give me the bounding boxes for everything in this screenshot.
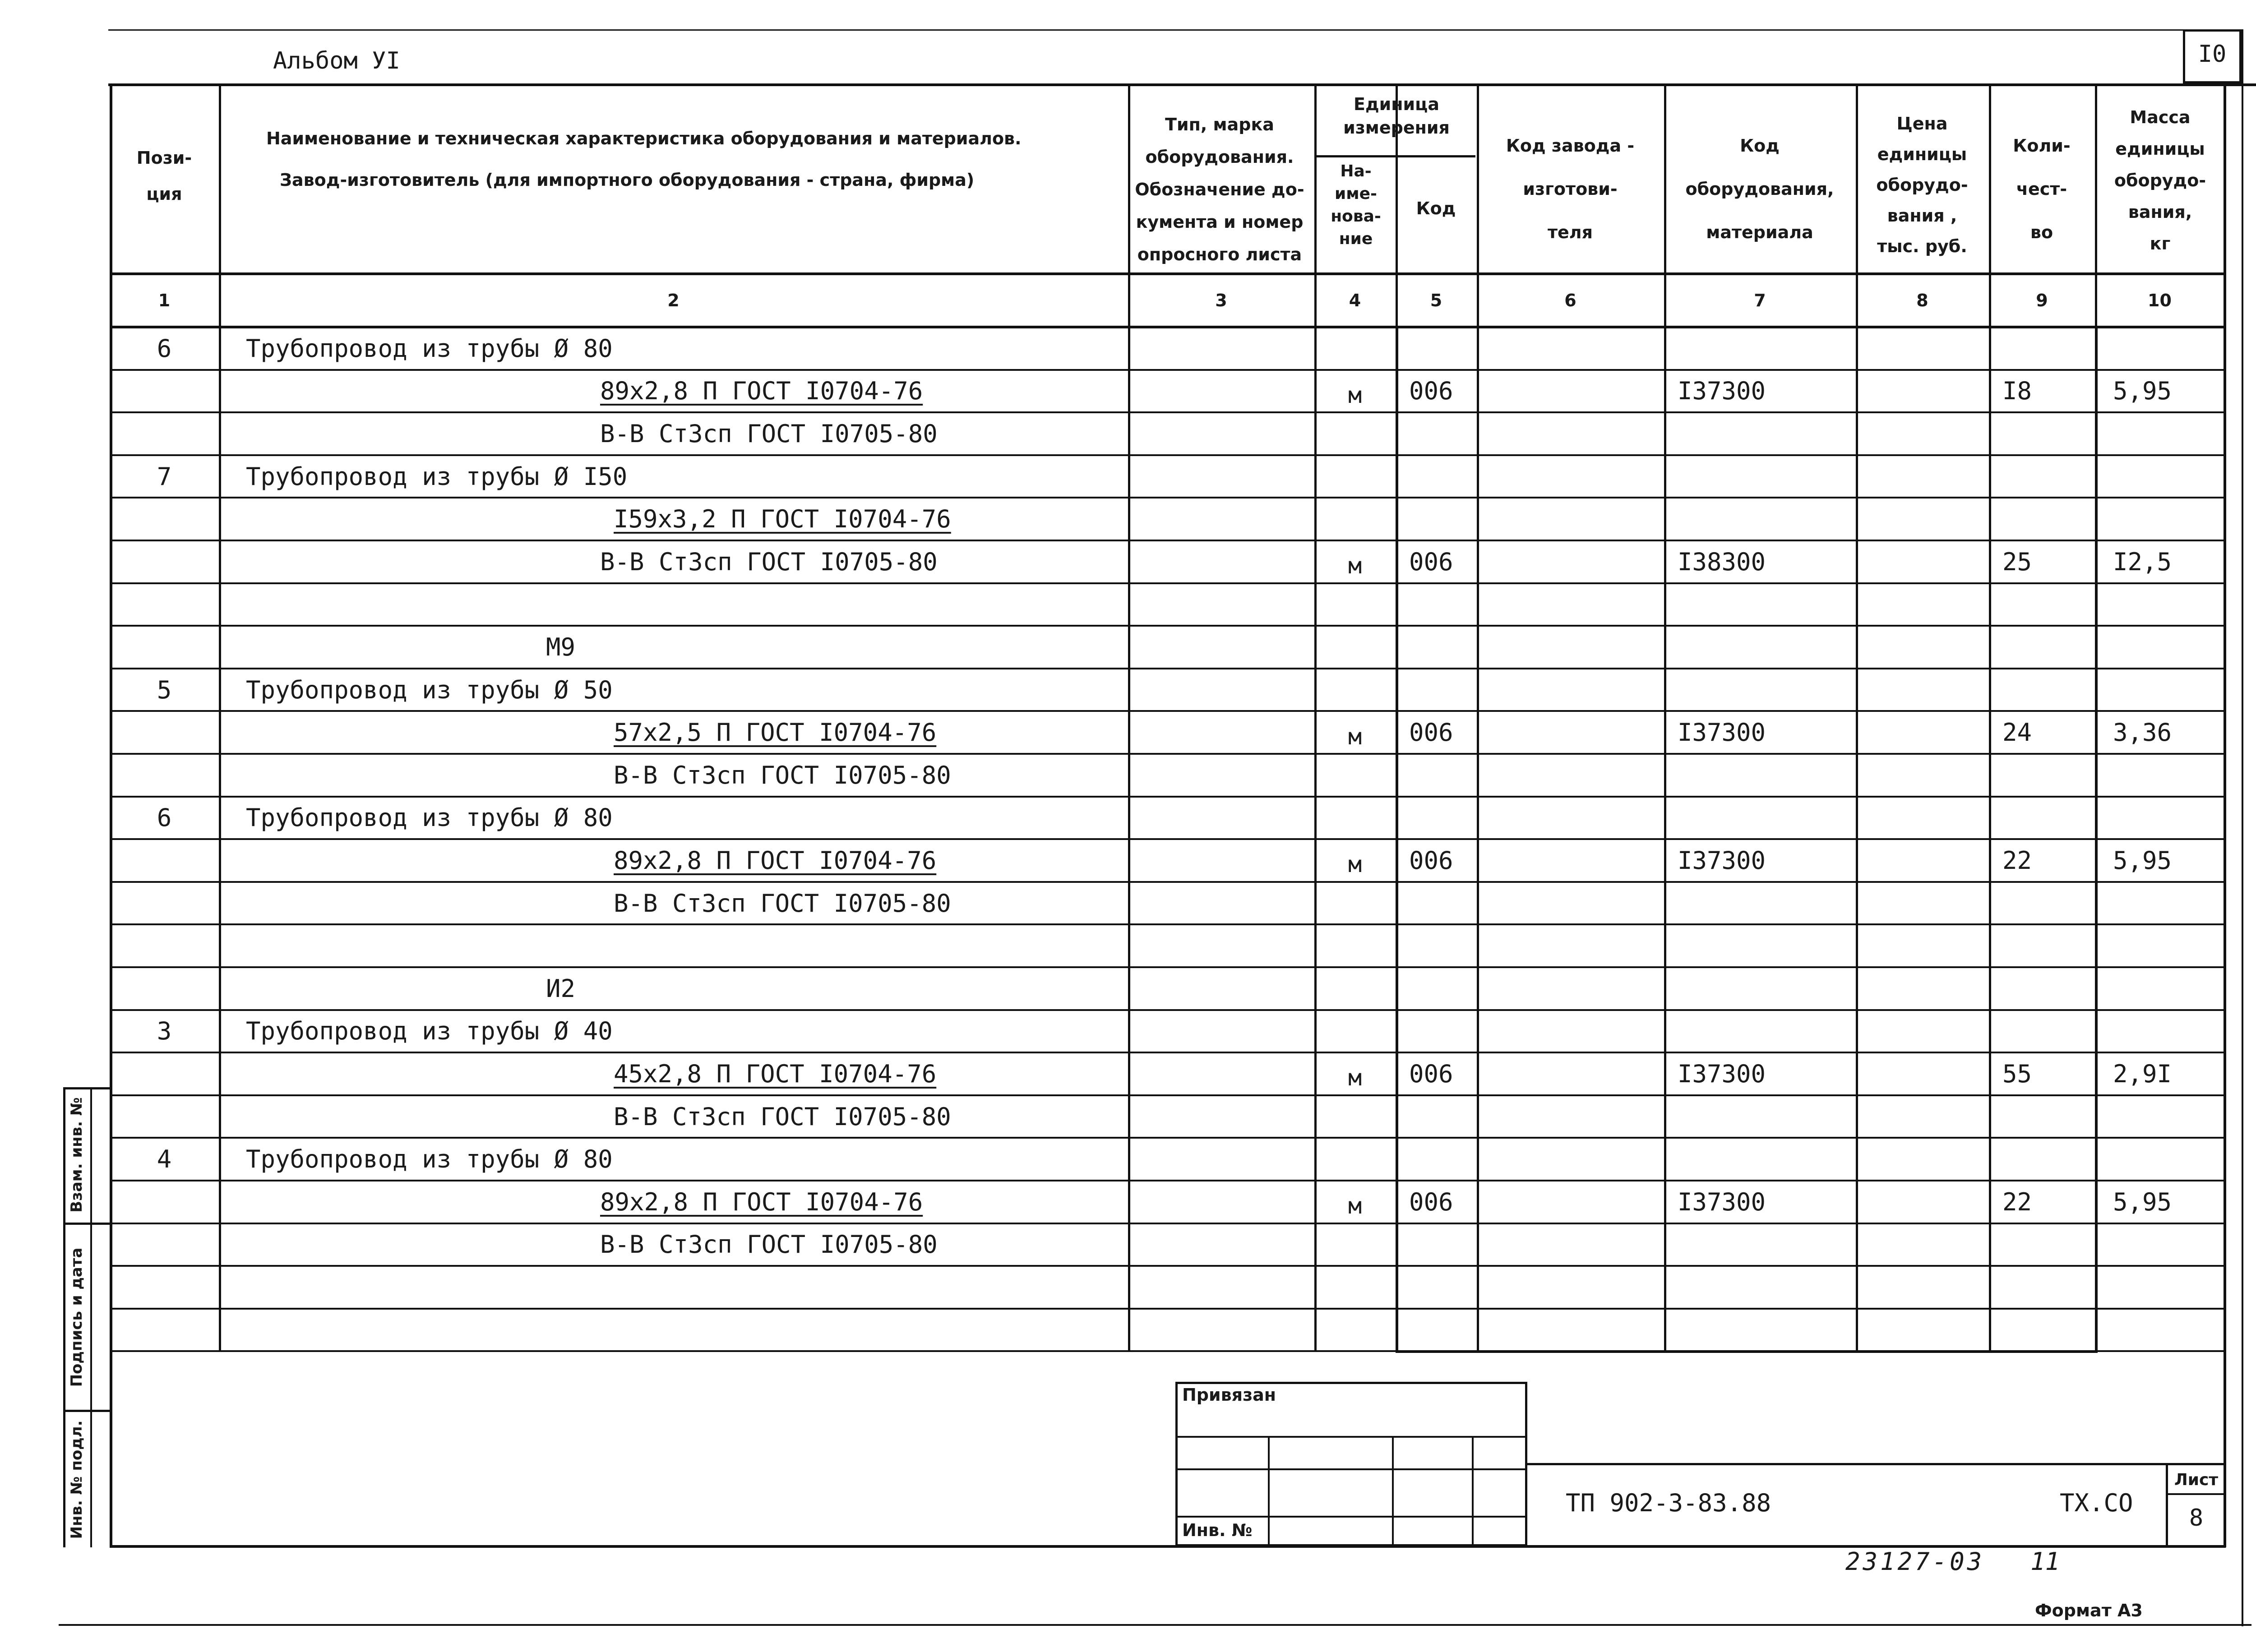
sheet-right-line (2242, 29, 2243, 1626)
row-mass: 5,95 (2113, 377, 2172, 406)
row-material-code: I37300 (1678, 1059, 1766, 1088)
stamp-sheet-divider (2166, 1493, 2224, 1495)
header-factory (1478, 124, 1663, 254)
row-unit: м (1348, 553, 1362, 579)
stamp-attached-col1 (1268, 1436, 1270, 1546)
row-name: I59x3,2 П ГОСТ I0704-76 (614, 505, 951, 534)
header-price-line5: тыс. руб. (1877, 236, 1967, 256)
row-quantity: 25 (2002, 547, 2032, 576)
row-unit-code: 006 (1409, 1059, 1453, 1088)
row-unit-code: 006 (1409, 1187, 1453, 1216)
row-line-9 (110, 753, 2226, 755)
column-number-9: 9 (2036, 291, 2048, 310)
header-unit-line2: измерения (1343, 118, 1450, 138)
header-factory-line3: теля (1547, 222, 1593, 242)
page-number: I0 (2198, 41, 2227, 68)
row-position: 7 (157, 462, 172, 491)
stamp-attached-row2 (1175, 1468, 1527, 1470)
header-type-line2: оборудования. (1145, 147, 1294, 167)
sheet-top-line (108, 29, 2184, 31)
row-position: 3 (157, 1017, 172, 1046)
row-mass: 5,95 (2113, 846, 2172, 875)
header-type (1127, 108, 1312, 271)
header-price-line3: оборудо- (1876, 175, 1968, 195)
header-unit-name-line3: нова- (1331, 207, 1381, 226)
row-position: 6 (157, 803, 172, 832)
row-unit-code: 006 (1409, 547, 1453, 576)
header-price-line1: Цена (1896, 114, 1948, 134)
row-unit-code: 006 (1409, 718, 1453, 747)
column-number-2: 2 (667, 291, 680, 310)
row-name: 89x2,8 П ГОСТ I0704-76 (600, 1187, 923, 1216)
column-number-7: 7 (1754, 291, 1766, 310)
row-quantity: 22 (2002, 1187, 2032, 1216)
row-line-6 (110, 625, 2226, 627)
row-position: 6 (157, 334, 172, 363)
column-number-10: 10 (2148, 291, 2172, 310)
row-mass: I2,5 (2113, 547, 2172, 576)
header-material-line1: Код (1740, 136, 1780, 156)
column-number-4: 4 (1349, 291, 1361, 310)
header-qty-line1: Коли- (2013, 136, 2071, 156)
header-unit-line1: Единица (1354, 94, 1439, 114)
row-name: М9 (546, 632, 576, 661)
frame-top-line (108, 83, 2256, 86)
header-factory-line2: изготови- (1523, 179, 1618, 199)
header-unit-name-line4: ние (1339, 230, 1373, 248)
row-quantity: I8 (2002, 377, 2032, 406)
row-unit-code: 006 (1409, 377, 1453, 406)
header-factory-line1: Код завода - (1506, 136, 1635, 156)
row-name: 57x2,5 П ГОСТ I0704-76 (614, 718, 937, 747)
header-mass-line4: вания, (2128, 202, 2192, 222)
header-unit (1315, 92, 1478, 139)
stamp-main-top (1527, 1463, 2224, 1465)
stamp-sheet-label: Лист (2174, 1471, 2219, 1489)
sheet-bottom-line (59, 1624, 2251, 1626)
header-pos (112, 135, 216, 217)
row-name: В-В Ст3сп ГОСТ I0705-80 (600, 547, 938, 576)
row-name: Трубопровод из трубы Ø 80 (246, 803, 613, 832)
stamp-attached-row3 (1175, 1516, 1527, 1518)
header-mass (2096, 102, 2224, 259)
side-vzam-label: Взам. инв. № (68, 1097, 86, 1213)
row-line-5 (110, 582, 2226, 584)
header-type-line3: Обозначение до- (1135, 180, 1304, 199)
page-number-box (2183, 29, 2242, 83)
header-unit-code: Код (1416, 198, 1456, 218)
row-quantity: 24 (2002, 718, 2032, 747)
column-number-5: 5 (1430, 291, 1442, 310)
header-material-line2: оборудования, (1685, 179, 1834, 199)
side-podpis-label: Подпись и дата (68, 1247, 86, 1387)
header-qty-line3: во (2030, 222, 2053, 242)
header-unit-name-line2: име- (1334, 185, 1377, 203)
row-line-14 (110, 966, 2226, 968)
row-unit: м (1348, 1193, 1362, 1219)
row-quantity: 22 (2002, 846, 2032, 875)
row-name: 89x2,8 П ГОСТ I0704-76 (614, 846, 937, 875)
row-unit: м (1348, 382, 1362, 408)
side-stamp (63, 1087, 110, 1547)
row-material-code: I37300 (1678, 377, 1766, 406)
row-unit-code: 006 (1409, 846, 1453, 875)
row-quantity: 55 (2002, 1059, 2032, 1088)
row-name: И2 (546, 974, 576, 1003)
row-name: В-В Ст3сп ГОСТ I0705-80 (614, 1102, 951, 1131)
header-qty-line2: чест- (2016, 179, 2067, 199)
side-invpodl-label: Инв. № подл. (68, 1420, 86, 1539)
row-unit: м (1348, 1065, 1362, 1091)
header-unit-name (1315, 160, 1396, 250)
header-name-line1: Наименование и техническая характеристика оборудования и материалов. (266, 129, 1022, 148)
header-mass-line5: кг (2150, 234, 2171, 254)
header-mass-line1: Масса (2130, 107, 2191, 127)
side-left-line (63, 1087, 65, 1547)
stamp-sheet-number: 8 (2189, 1504, 2204, 1532)
row-unit: м (1348, 851, 1362, 878)
row-position: 5 (157, 675, 172, 704)
column-number-3: 3 (1215, 291, 1227, 310)
row-name: В-В Ст3сп ГОСТ I0705-80 (600, 1230, 938, 1259)
row-position: 4 (157, 1145, 172, 1174)
row-name: В-В Ст3сп ГОСТ I0705-80 (614, 761, 951, 789)
stamp-section: ТХ.СО (2060, 1489, 2133, 1517)
row-name: Трубопровод из трубы Ø I50 (246, 462, 628, 491)
row-unit: м (1348, 723, 1362, 750)
row-name: 45x2,8 П ГОСТ I0704-76 (614, 1059, 937, 1088)
header-pos-line2: ция (146, 184, 182, 204)
row-material-code: I37300 (1678, 1187, 1766, 1216)
row-line-21 (110, 1265, 2226, 1267)
row-mass: 2,9I (2113, 1059, 2172, 1088)
row-material-code: I37300 (1678, 846, 1766, 875)
row-material-code: I38300 (1678, 547, 1766, 576)
header-type-line1: Тип, марка (1165, 115, 1274, 134)
row-name: В-В Ст3сп ГОСТ I0705-80 (614, 889, 951, 918)
column-number-1: 1 (158, 291, 171, 310)
row-line-20 (110, 1223, 2226, 1224)
row-name: Трубопровод из трубы Ø 80 (246, 334, 613, 363)
stamp-inv-label: Инв. № (1182, 1520, 1253, 1540)
header-price-line4: вания , (1887, 206, 1957, 226)
header-pos-line1: Пози- (136, 148, 192, 168)
header-unit-name-line1: На- (1340, 162, 1372, 180)
row-line-12 (110, 881, 2226, 883)
column-number-8: 8 (1916, 291, 1928, 310)
header-qty (1990, 124, 2094, 254)
header-name-line2: Завод-изготовитель (для импортного оборудования - страна, фирма) (280, 170, 975, 190)
stamp-attached-col2 (1392, 1436, 1394, 1546)
header-name (219, 129, 1121, 190)
row-name: В-В Ст3сп ГОСТ I0705-80 (600, 419, 938, 448)
format-label: Формат А3 (2035, 1601, 2143, 1620)
header-type-line4: кумента и номер (1136, 212, 1304, 232)
row-line-1 (110, 411, 2226, 413)
archive-number: 23127-03 (1845, 1547, 1985, 1576)
header-mass-line3: оборудо- (2114, 171, 2206, 190)
stamp-attached-col3 (1472, 1436, 1474, 1546)
row-line-17 (110, 1094, 2226, 1096)
row-name: Трубопровод из трубы Ø 50 (246, 675, 613, 704)
row-line-13 (110, 923, 2226, 925)
stamp-attached-label: Привязан (1182, 1385, 1276, 1405)
header-type-line5: опросного листа (1137, 245, 1302, 264)
header-unit-divider (1315, 155, 1475, 157)
row-name: Трубопровод из трубы Ø 80 (246, 1145, 613, 1174)
row-line-23 (110, 1350, 2226, 1352)
header-material-line3: материала (1706, 222, 1813, 242)
archive-sheet: 11 (2030, 1547, 2060, 1576)
stamp-attached-row1 (1175, 1436, 1527, 1438)
row-material-code: I37300 (1678, 718, 1766, 747)
row-name: 89x2,8 П ГОСТ I0704-76 (600, 377, 923, 406)
row-line-4 (110, 540, 2226, 541)
header-price (1857, 108, 1988, 262)
row-line-22 (110, 1308, 2226, 1310)
row-mass: 3,36 (2113, 718, 2172, 747)
row-name: Трубопровод из трубы Ø 40 (246, 1017, 613, 1046)
side-inner-line (90, 1087, 92, 1547)
album-label: Альбом УI (273, 47, 400, 74)
header-mass-line2: единицы (2115, 139, 2205, 159)
side-line-2 (63, 1223, 110, 1225)
column-number-6: 6 (1564, 291, 1576, 310)
stamp-doc-code: ТП 902-3-83.88 (1566, 1489, 1771, 1517)
row-mass: 5,95 (2113, 1187, 2172, 1216)
header-price-line2: единицы (1877, 144, 1967, 164)
header-material (1665, 124, 1854, 254)
